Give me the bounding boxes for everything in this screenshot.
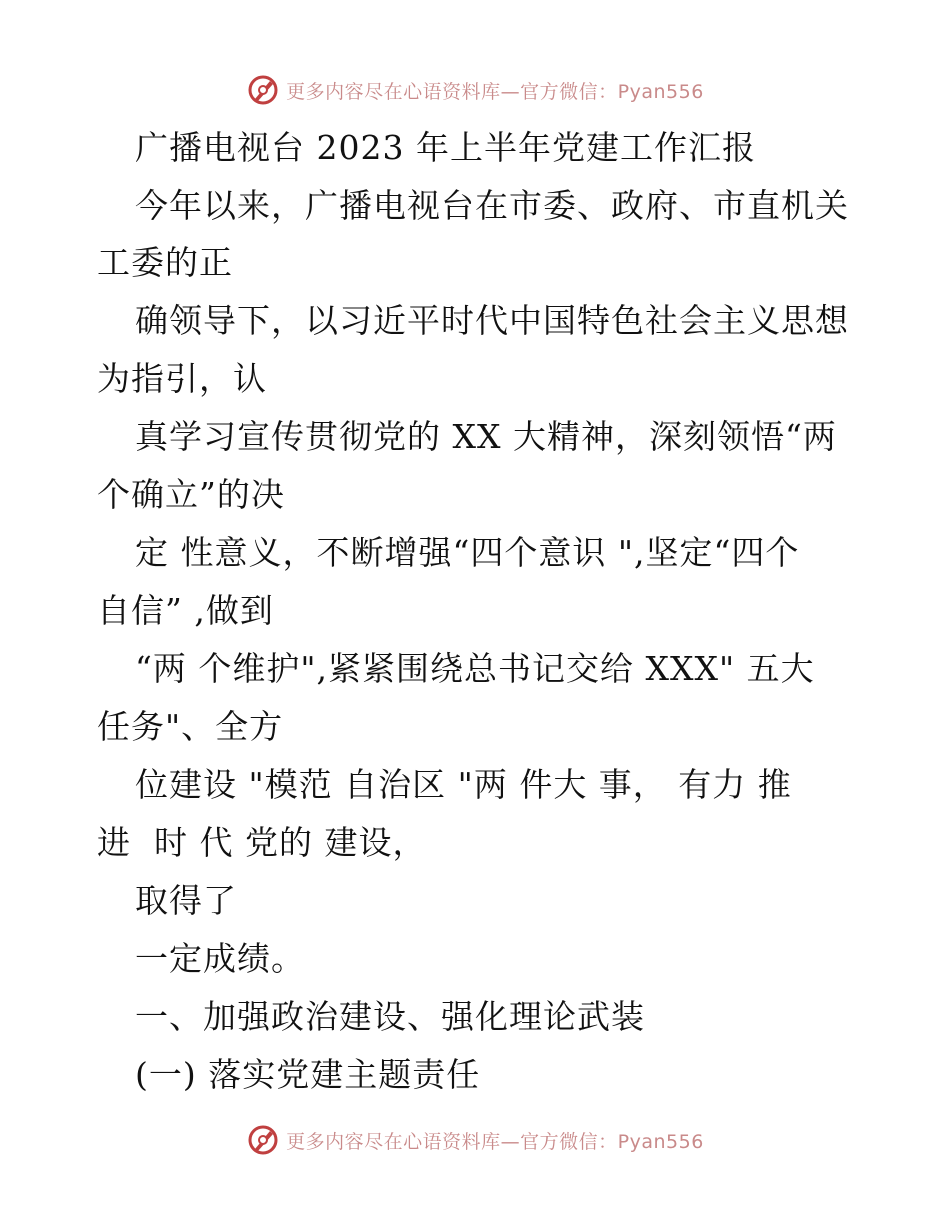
text-line: “两 个维护",紧紧围绕总书记交给 XXX" 五大 [135,649,815,688]
text-line: 任务"、全方 [97,707,284,746]
watermark-footer [0,1120,950,1160]
text-line: 取得了 [135,881,237,920]
text-line: 为指引，认 [97,359,267,398]
watermark-text: 更多内容尽在心语资料库—官方微信：Pyan556 [286,1130,704,1153]
subsection-heading: (一) 落实党建主题责任 [135,1055,481,1094]
quill-logo-icon [246,73,280,107]
watermark-text: 更多内容尽在心语资料库—官方微信：Pyan556 [286,80,704,103]
text-line: 工委的正 [97,243,233,282]
text-line: 确领导下，以习近平时代中国特色社会主义思想 [135,301,849,340]
text-line: 进 时 代 党的 建设， [97,823,427,862]
text-line: 个确立”的决 [97,475,285,514]
text-line: 真学习宣传贯彻党的 XX 大精神，深刻领悟“两 [135,417,837,456]
text-line: 位建设 "模范 自治区 "两 件大 事， 有力 推 [135,765,792,804]
text-line: 今年以来，广播电视台在市委、政府、市直机关 [135,186,849,225]
quill-logo-icon [246,1123,280,1157]
watermark-header [0,70,950,110]
text-line: 定 性意义，不断增强“四个意识 ",坚定“四个 [135,533,800,572]
section-heading: 一、加强政治建设、强化理论武装 [135,997,645,1036]
text-line: 一定成绩。 [135,939,305,978]
text-line: 自信” ,做到 [97,591,274,630]
document-title: 广播电视台 2023 年上半年党建工作汇报 [135,128,756,167]
